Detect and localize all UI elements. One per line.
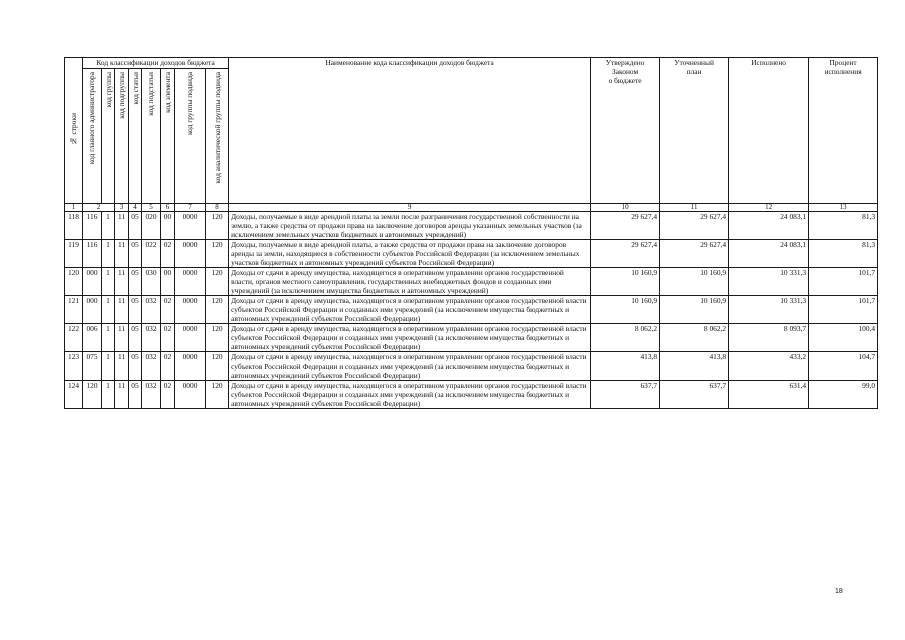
group-code-cell: 1 bbox=[102, 352, 115, 380]
header-row-number: № строки bbox=[65, 58, 83, 204]
admin-code-cell: 006 bbox=[83, 324, 102, 352]
subarticle-code-cell: 032 bbox=[142, 296, 161, 324]
approved-amount-cell: 413,8 bbox=[591, 352, 660, 380]
plan-amount-cell: 413,8 bbox=[660, 352, 729, 380]
percent-cell: 101,7 bbox=[809, 296, 878, 324]
executed-amount-cell: 24 083,1 bbox=[729, 240, 809, 268]
approved-amount-cell: 10 160,9 bbox=[591, 268, 660, 296]
subarticle-code-cell: 030 bbox=[142, 268, 161, 296]
table-row bbox=[65, 212, 878, 240]
column-number: 13 bbox=[809, 204, 878, 212]
subgroup-code-cell: 11 bbox=[115, 212, 129, 240]
subgroup-code-cell: 11 bbox=[115, 380, 129, 408]
column-number: 4 bbox=[129, 204, 142, 212]
admin-code-cell: 116 bbox=[83, 240, 102, 268]
analytic-code-cell: 120 bbox=[206, 324, 229, 352]
subtype-code-cell: 0000 bbox=[175, 268, 206, 296]
subgroup-code-cell: 11 bbox=[115, 296, 129, 324]
revenue-name-cell: Доходы, получаемые в виде арендной платы, а также средства от продажи права на заключение договоров аренды за земли, находящиеся в собственности субъектов Российской Федерации (за исключением земельных участков бюджетных и автономных учреждений субъектов Российской Федерации) bbox=[229, 240, 591, 268]
subtype-code-cell: 0000 bbox=[175, 380, 206, 408]
plan-amount-cell: 637,7 bbox=[660, 380, 729, 408]
header-code-subgroup: код подгруппы bbox=[115, 69, 129, 204]
admin-code-cell: 120 bbox=[83, 380, 102, 408]
column-number: 9 bbox=[229, 204, 591, 212]
subarticle-code-cell: 032 bbox=[142, 380, 161, 408]
executed-amount-cell: 10 331,3 bbox=[729, 268, 809, 296]
budget-revenue-table bbox=[64, 57, 878, 409]
approved-amount-cell: 10 160,9 bbox=[591, 296, 660, 324]
analytic-code-cell: 120 bbox=[206, 212, 229, 240]
header-approved: Утверждено Законом о бюджете bbox=[591, 58, 660, 204]
column-number: 11 bbox=[660, 204, 729, 212]
revenue-name-cell: Доходы, получаемые в виде арендной платы за земли после разграничения государственной собственности на землю, а также средства от продажи права на заключение договоров аренды указанных земельных участков (за исключением земельных участков бюджетных и автономных учреждений) bbox=[229, 212, 591, 240]
row-number-cell: 123 bbox=[65, 352, 83, 380]
subtype-code-cell: 0000 bbox=[175, 296, 206, 324]
subgroup-code-cell: 11 bbox=[115, 324, 129, 352]
article-code-cell: 05 bbox=[129, 240, 142, 268]
article-code-cell: 05 bbox=[129, 268, 142, 296]
article-code-cell: 05 bbox=[129, 212, 142, 240]
revenue-name-cell: Доходы от сдачи в аренду имущества, находящегося в оперативном управлении органов государственной власти субъектов Российской Федерации и созданных ими учреждений (за исключением имущества бюджетных и автономных учреждений субъектов Российской Федерации) bbox=[229, 352, 591, 380]
group-code-cell: 1 bbox=[102, 212, 115, 240]
header-code-group: Код классификации доходов бюджета bbox=[83, 58, 229, 69]
admin-code-cell: 000 bbox=[83, 268, 102, 296]
article-code-cell: 05 bbox=[129, 380, 142, 408]
table-row bbox=[65, 240, 878, 268]
column-number: 12 bbox=[729, 204, 809, 212]
analytic-code-cell: 120 bbox=[206, 268, 229, 296]
column-numbers-row bbox=[65, 204, 878, 212]
admin-code-cell: 116 bbox=[83, 212, 102, 240]
admin-code-cell: 075 bbox=[83, 352, 102, 380]
element-code-cell: 02 bbox=[161, 352, 175, 380]
percent-cell: 99,0 bbox=[809, 380, 878, 408]
approved-amount-cell: 8 062,2 bbox=[591, 324, 660, 352]
executed-amount-cell: 8 093,7 bbox=[729, 324, 809, 352]
plan-amount-cell: 8 062,2 bbox=[660, 324, 729, 352]
element-code-cell: 02 bbox=[161, 380, 175, 408]
table-row bbox=[65, 296, 878, 324]
subgroup-code-cell: 11 bbox=[115, 352, 129, 380]
element-code-cell: 02 bbox=[161, 296, 175, 324]
revenue-name-cell: Доходы от сдачи в аренду имущества, находящегося в оперативном управлении органов государственной власти субъектов Российской Федерации и созданных ими учреждений (за исключением имущества бюджетных и автономных учреждений субъектов Российской Федерации) bbox=[229, 324, 591, 352]
percent-cell: 81,3 bbox=[809, 240, 878, 268]
table-row bbox=[65, 268, 878, 296]
header-code-article: код статьи bbox=[129, 69, 142, 204]
column-number: 8 bbox=[206, 204, 229, 212]
group-code-cell: 1 bbox=[102, 380, 115, 408]
header-code-admin: код главного администратора bbox=[83, 69, 102, 204]
column-number: 7 bbox=[175, 204, 206, 212]
group-code-cell: 1 bbox=[102, 240, 115, 268]
plan-amount-cell: 10 160,9 bbox=[660, 268, 729, 296]
percent-cell: 81,3 bbox=[809, 212, 878, 240]
header-code-group-col: код группы bbox=[102, 69, 115, 204]
subarticle-code-cell: 022 bbox=[142, 240, 161, 268]
column-number: 2 bbox=[83, 204, 115, 212]
group-code-cell: 1 bbox=[102, 324, 115, 352]
group-code-cell: 1 bbox=[102, 268, 115, 296]
column-number: 6 bbox=[161, 204, 175, 212]
article-code-cell: 05 bbox=[129, 324, 142, 352]
percent-cell: 100,4 bbox=[809, 324, 878, 352]
subtype-code-cell: 0000 bbox=[175, 240, 206, 268]
header-code-element: код элемента bbox=[161, 69, 175, 204]
row-number-cell: 122 bbox=[65, 324, 83, 352]
article-code-cell: 05 bbox=[129, 352, 142, 380]
header-code-subtype-group: код группы подвида bbox=[175, 69, 206, 204]
approved-amount-cell: 637,7 bbox=[591, 380, 660, 408]
executed-amount-cell: 631,4 bbox=[729, 380, 809, 408]
approved-amount-cell: 29 627,4 bbox=[591, 240, 660, 268]
percent-cell: 101,7 bbox=[809, 268, 878, 296]
table-body bbox=[65, 204, 878, 409]
row-number-cell: 119 bbox=[65, 240, 83, 268]
column-number: 1 bbox=[65, 204, 83, 212]
subgroup-code-cell: 11 bbox=[115, 268, 129, 296]
plan-amount-cell: 10 160,9 bbox=[660, 296, 729, 324]
analytic-code-cell: 120 bbox=[206, 240, 229, 268]
analytic-code-cell: 120 bbox=[206, 352, 229, 380]
row-number-cell: 118 bbox=[65, 212, 83, 240]
revenue-name-cell: Доходы от сдачи в аренду имущества, находящегося в оперативном управлении органов государственной власти субъектов Российской Федерации и созданных ими учреждений (за исключением имущества бюджетных и автономных учреждений субъектов Российской Федерации) bbox=[229, 296, 591, 324]
table-row bbox=[65, 324, 878, 352]
header-code-subarticle: код подстатьи bbox=[142, 69, 161, 204]
element-code-cell: 00 bbox=[161, 268, 175, 296]
header-code-analytic-group: код аналитической группы подвида bbox=[206, 69, 229, 204]
article-code-cell: 05 bbox=[129, 296, 142, 324]
revenue-name-cell: Доходы от сдачи в аренду имущества, находящегося в оперативном управлении органов государственной власти субъектов Российской Федерации и созданных ими учреждений (за исключением имущества бюджетных и автономных учреждений субъектов Российской Федерации) bbox=[229, 380, 591, 408]
column-number: 3 bbox=[115, 204, 129, 212]
subtype-code-cell: 0000 bbox=[175, 212, 206, 240]
group-code-cell: 1 bbox=[102, 296, 115, 324]
table-row bbox=[65, 352, 878, 380]
row-number-cell: 124 bbox=[65, 380, 83, 408]
table-row bbox=[65, 380, 878, 408]
page-number: 18 bbox=[835, 588, 843, 595]
subtype-code-cell: 0000 bbox=[175, 324, 206, 352]
analytic-code-cell: 120 bbox=[206, 296, 229, 324]
admin-code-cell: 000 bbox=[83, 296, 102, 324]
executed-amount-cell: 24 083,1 bbox=[729, 212, 809, 240]
subgroup-code-cell: 11 bbox=[115, 240, 129, 268]
percent-cell: 104,7 bbox=[809, 352, 878, 380]
column-number: 10 bbox=[591, 204, 660, 212]
column-number: 5 bbox=[142, 204, 161, 212]
analytic-code-cell: 120 bbox=[206, 380, 229, 408]
element-code-cell: 02 bbox=[161, 324, 175, 352]
subarticle-code-cell: 020 bbox=[142, 212, 161, 240]
subarticle-code-cell: 032 bbox=[142, 324, 161, 352]
row-number-cell: 121 bbox=[65, 296, 83, 324]
subarticle-code-cell: 032 bbox=[142, 352, 161, 380]
plan-amount-cell: 29 627,4 bbox=[660, 240, 729, 268]
executed-amount-cell: 10 331,3 bbox=[729, 296, 809, 324]
approved-amount-cell: 29 627,4 bbox=[591, 212, 660, 240]
plan-amount-cell: 29 627,4 bbox=[660, 212, 729, 240]
header-specified-plan: Уточненный план bbox=[660, 58, 729, 204]
header-percent: Процент исполнения bbox=[809, 58, 878, 204]
header-executed: Исполнено bbox=[729, 58, 809, 204]
element-code-cell: 02 bbox=[161, 240, 175, 268]
row-number-cell: 120 bbox=[65, 268, 83, 296]
revenue-name-cell: Доходы от сдачи в аренду имущества, находящегося в оперативном управлении органов государственной власти, органов местного самоуправления, государственных внебюджетных фондов и созданных ими учреждений (за исключением имущества бюджетных и автономных учреждений) bbox=[229, 268, 591, 296]
element-code-cell: 00 bbox=[161, 212, 175, 240]
header-name: Наименование кода классификации доходов бюджета bbox=[229, 58, 591, 204]
executed-amount-cell: 433,2 bbox=[729, 352, 809, 380]
subtype-code-cell: 0000 bbox=[175, 352, 206, 380]
